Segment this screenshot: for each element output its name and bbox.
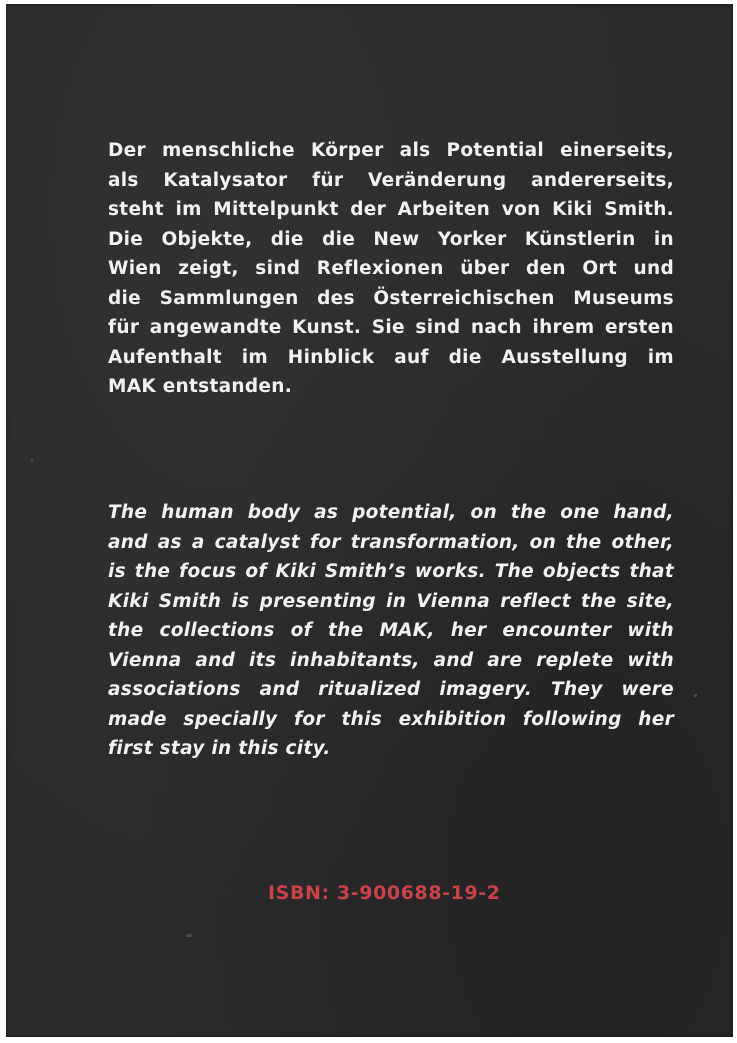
german-line: steht im Mittelpunkt der Arbeiten von Kiki Smith. <box>108 199 674 220</box>
english-line: the collections of the MAK, her encounter with <box>108 620 674 641</box>
isbn-number: ISBN: 3-900688-19-2 <box>268 882 501 904</box>
book-back-cover <box>6 4 733 1037</box>
german-line: Wien zeigt, sind Reflexionen über den Ort und <box>108 258 674 279</box>
english-line: first stay in this city. <box>108 738 331 759</box>
dust-speck <box>694 694 697 697</box>
german-line: die Sammlungen des Österreichischen Museums <box>108 287 674 309</box>
english-line: is the focus of Kiki Smith’s works. The objects that <box>108 561 674 582</box>
english-line: Kiki Smith is presenting in Vienna reflect the site, <box>108 590 674 612</box>
english-line: The human body as potential, on the one hand, <box>108 502 674 523</box>
german-line: Aufenthalt im Hinblick auf die Ausstellung im <box>108 346 674 368</box>
german-line: als Katalysator für Veränderung andererseits, <box>108 169 674 191</box>
german-line: Der menschliche Körper als Potential einerseits, <box>108 140 674 161</box>
german-line: MAK entstanden. <box>108 376 293 397</box>
english-line: made specially for this exhibition following her <box>108 708 674 730</box>
german-line: für angewandte Kunst. Sie sind nach ihrem ersten <box>108 317 674 338</box>
german-line: Die Objekte, die die New Yorker Künstlerin in <box>108 228 674 250</box>
german-description <box>108 136 674 402</box>
english-line: associations and ritualized imagery. They were <box>108 679 674 700</box>
dust-speck <box>186 934 192 937</box>
english-line: Vienna and its inhabitants, and are replete with <box>108 649 674 671</box>
dust-speck <box>31 459 33 463</box>
english-description <box>108 498 674 764</box>
english-line: and as a catalyst for transformation, on the other, <box>108 531 674 553</box>
